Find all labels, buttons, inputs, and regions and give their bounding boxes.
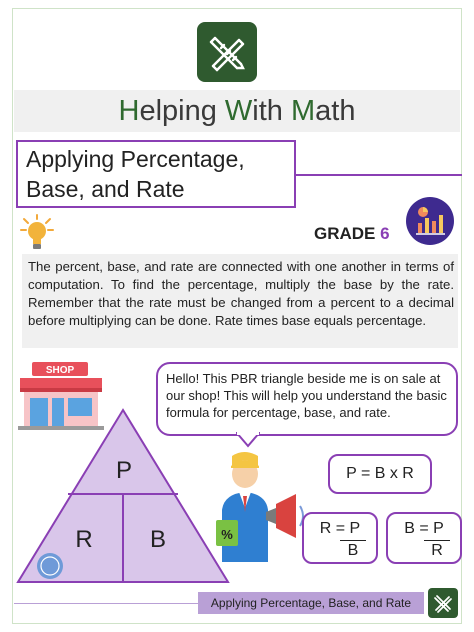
formula-rate-denominator: B xyxy=(347,542,359,559)
footer-title: Applying Percentage, Base, and Rate xyxy=(210,596,412,610)
triangle-label-r: R xyxy=(75,526,93,553)
chart-badge-icon xyxy=(406,197,454,245)
footer-logo-icon xyxy=(428,588,458,618)
pbr-triangle xyxy=(16,408,230,584)
title-rule xyxy=(296,174,462,176)
grade-label: GRADE 6 xyxy=(314,224,390,243)
formula-rate-numerator: R = P xyxy=(319,520,361,537)
speech-text: Hello! This PBR triangle beside me is on sale at our shop! This will help you understand the basic formula for percentage, base, and rate. xyxy=(166,371,447,420)
title-line-1: Applying Percentage, xyxy=(26,146,245,172)
shop-sign-text: SHOP xyxy=(45,365,75,376)
fraction-bar xyxy=(340,540,366,541)
fraction-bar xyxy=(424,540,450,541)
formula-percentage: P = B x R xyxy=(328,454,432,494)
triangle-label-p: P xyxy=(115,457,133,484)
title-line-2: Base, and Rate xyxy=(26,176,185,202)
formula-base-denominator: R xyxy=(431,542,443,559)
triangle-label-b: B xyxy=(149,526,167,553)
formula-base-numerator: B = P xyxy=(404,520,444,537)
page-title xyxy=(26,144,292,204)
sale-tag-icon xyxy=(37,553,63,579)
salesman-megaphone-icon xyxy=(214,450,314,562)
info-paragraph: The percent, base, and rate are connected with one another in terms of computation. To find the percentage, multiply the base by the rate. Remember that the rate must be changed from a percent to a decimal before multiplying can be done. Rate times base equals percentage. xyxy=(28,259,454,328)
percent-badge-text: % xyxy=(221,527,233,542)
brand-title: Helping With Math xyxy=(118,95,356,127)
lightbulb-icon xyxy=(18,214,56,254)
formula-rate xyxy=(302,512,378,564)
pencil-ruler-logo-icon xyxy=(197,22,257,82)
formula-base xyxy=(386,512,462,564)
footer-rule xyxy=(14,603,200,604)
speech-bubble-tail xyxy=(236,432,260,448)
